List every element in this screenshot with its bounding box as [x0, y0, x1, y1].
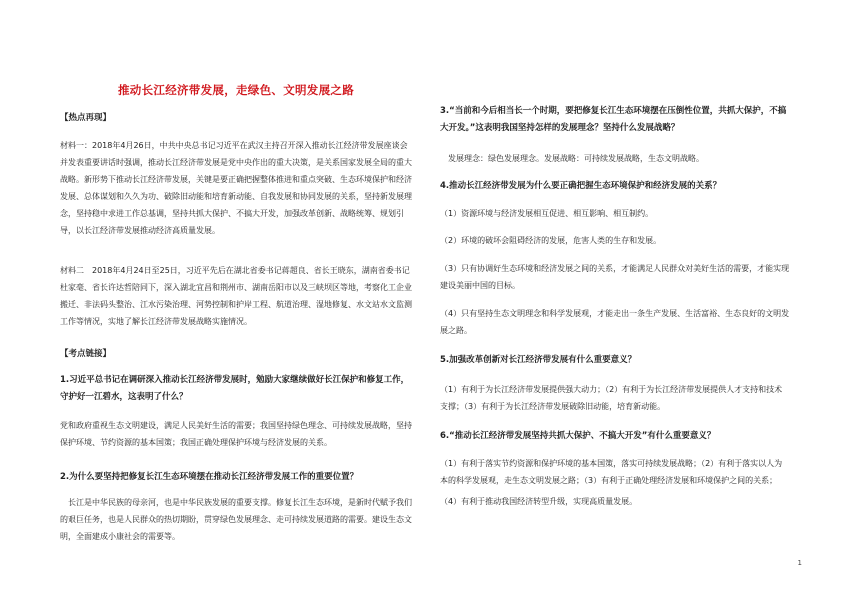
- section-heading-hot-topics: 【热点再现】: [60, 113, 112, 123]
- question-4: 4.推动长江经济带发展为什么要正确把握生态环境保护和经济发展的关系？: [440, 181, 722, 191]
- question-6: 6.“推动长江经济带发展坚持共抓大保护、不搞大开发”有什么重要意义？: [440, 431, 716, 441]
- answer-4-point-1: （1）资源环境与经济发展相互促进、相互影响、相互制约。: [440, 209, 654, 218]
- answer-1: 党和政府重视生态文明建设，满足人民美好生活的需要；我国坚持绿色理念、可持续发展战略，坚持保护环境、节约资源的基本国策；我国正确处理保护环境与经济发展的关系。: [60, 421, 412, 447]
- question-3: 3.“当前和今后相当长一个时期，要把修复长江生态环境摆在压倒性位置，共抓大保护，不搞大开发。”这表明我国坚持怎样的发展理念？坚持什么发展战略？: [440, 106, 787, 133]
- answer-3: 发展理念：绿色发展理念。发展战略：可持续发展战略，生态文明战略。: [440, 154, 704, 163]
- answer-4-point-2: （2）环境的破坏会阻碍经济的发展，危害人类的生存和发展。: [440, 236, 662, 245]
- material-one-paragraph: 材料一：2018年4月26日，中共中央总书记习近平在武汉主持召开深入推动长江经济带发展座谈会并发表重要讲话时强调，推动长江经济带发展是党中央作出的重大决策，是关系国家发展全局的重大战略。新形势下推动长江经济带发展，关键是要正确把握整体推进和重点突破、生态环境保护和经济发展、总体谋划和久久为功、破除旧动能和培育新动能、自我发展和协同发展的关系，坚持新发展理念，坚持稳中求进工作总基调，坚持共抓大保护、不搞大开发，加强改革创新、战略统筹、规划引导，以长江经济带发展推动经济高质量发展。: [60, 141, 412, 235]
- document-title: 推动长江经济带发展，走绿色、文明发展之路: [118, 83, 354, 97]
- section-heading-exam-points: 【考点链接】: [60, 349, 112, 359]
- answer-4-point-4: （4）只有坚持生态文明理念和科学发展观，才能走出一条生产发展、生活富裕、生态良好的文明发展之路。: [440, 309, 790, 335]
- answer-6-point-4: （4）有利于推动我国经济转型升级，实现高质量发展。: [440, 497, 638, 506]
- answer-5: （1）有利于为长江经济带发展提供强大动力；（2）有利于为长江经济带发展提供人才支持和技术支撑；（3）有利于为长江经济带发展破除旧动能，培育新动能。: [440, 385, 783, 411]
- material-two-paragraph: 材料二 2018年4月24日至25日，习近平先后在湖北省委书记蒋超良、省长王晓东，湖南省委书记杜家毫、省长许达哲陪同下，深入湖北宜昌和荆州市、湖南岳阳市以及三峡坝区等地，考察化工企业搬迁、非法码头整治、江水污染治理、河势控制和护岸工程、航道治理、湿地修复、水文站水文监测工作等情况，实地了解长江经济带发展战略实施情况。: [60, 266, 412, 326]
- page-number: 1: [797, 559, 802, 567]
- answer-2: 长江是中华民族的母亲河，也是中华民族发展的重要支撑。修复长江生态环境，是新时代赋予我们的艰巨任务，也是人民群众的热切期盼，贯穿绿色发展理念、走可持续发展道路的需要。建设生态文明，全面建成小康社会的需要等。: [60, 498, 412, 541]
- answer-4-point-3: （3）只有协调好生态环境和经济发展之间的关系，才能满足人民群众对美好生活的需要，才能实现建设美丽中国的目标。: [440, 264, 790, 290]
- question-5: 5.加强改革创新对长江经济带发展有什么重要意义？: [440, 355, 637, 365]
- answer-6-points-1-3: （1）有利于落实节约资源和保护环境的基本国策，落实可持续发展战略；（2）有利于落实以人为本的科学发展观，走生态文明发展之路；（3）有利于正确处理经济发展和环境保护之间的关系；: [440, 459, 783, 485]
- question-1: 1.习近平总书记在调研深入推动长江经济带发展时，勉励大家继续做好长江保护和修复工作，守护好一江碧水，这表明了什么？: [60, 375, 410, 402]
- question-2: 2.为什么要坚持把修复长江生态环境摆在推动长江经济带发展工作的重要位置？: [60, 472, 359, 482]
